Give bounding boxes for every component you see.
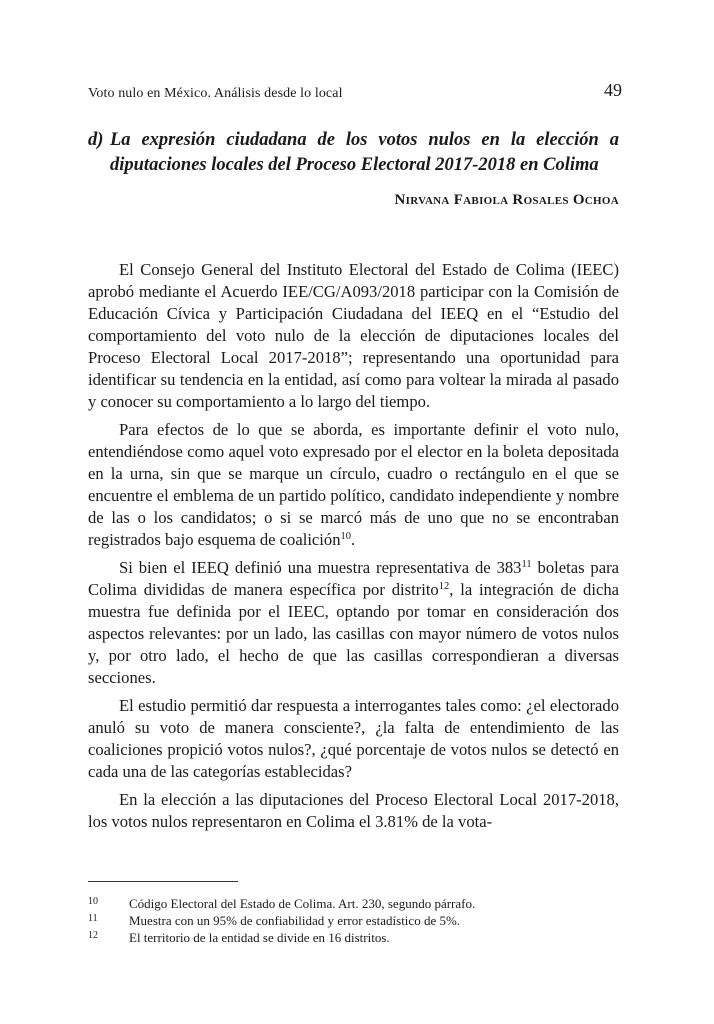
footnote-text: El territorio de la entidad se divide en 16 distritos. (129, 930, 390, 945)
paragraph-3-part-a: Si bien el IEEQ definió una muestra representativa de 383 (119, 558, 522, 577)
paragraph-4: El estudio permitió dar respuesta a interrogantes tales como: ¿el electorado anuló su voto de manera consciente?, ¿la falta de entendimiento de las coaliciones propició votos nulos?, ¿qué porcentaje de votos nulos se detectó en cada una de las categorías establecidas? (88, 696, 619, 781)
paragraph-1: El Consejo General del Instituto Electoral del Estado de Colima (IEEC) aprobó mediante el Acuerdo IEE/CG/A093/2018 participar con la Comisión de Educación Cívica y Participación Ciudadana del IEEQ en el “Estudio del comportamiento del voto nulo de la elección de diputaciones locales del Proceso Electoral Local 2017-2018”; representando una oportunidad para identificar su tendencia en la entidad, así como para voltear la mirada al pasado y conocer su comportamiento a lo largo del tiempo. (88, 260, 619, 411)
paragraph-3-part-b: boletas para Colima divididas de manera específica por distrito (88, 558, 619, 599)
paragraph-5: En la elección a las diputaciones del Proceso Electoral Local 2017-2018, los votos nulos representaron en Colima el 3.81% de la vota- (88, 790, 619, 831)
section-heading-block (88, 128, 619, 209)
footnote-number: 12 (88, 930, 98, 941)
paragraph-2-text: Para efectos de lo que se aborda, es importante definir el voto nulo, entendiéndose como aquel voto expresado por el elector en la boleta depositada en la urna, sin que se marque un círculo, cuadro o rectángulo en el que se encuentre el emblema de un partido político, candidato independiente y nombre de las o los candidatos; o si se marcó más de uno que no se encontraban registrados bajo esquema de coalición (88, 420, 619, 549)
footnote-ref-12: 12 (438, 581, 450, 592)
paragraph-3 (88, 557, 619, 689)
footnote-11 (88, 912, 619, 929)
section-letter: d) (88, 130, 104, 150)
paragraph-3-part-c: , la integración de dicha muestra fue definida por el IEEC, optando por tomar en consideración dos aspectos relevantes: por un lado, las casillas con mayor número de votos nulos y, por otro lado, el hecho de que las casillas correspondieran a diversas secciones. (88, 580, 619, 687)
footnote-number: 10 (88, 896, 98, 907)
page-number: 49 (604, 80, 622, 100)
footnote-10 (88, 895, 619, 912)
paragraph-2-end: . (351, 530, 356, 549)
author-name: Nirvana Fabiola Rosales Ochoa (394, 192, 619, 208)
footnote-text: Código Electoral del Estado de Colima. Art. 230, segundo párrafo. (129, 896, 476, 911)
footnote-number: 11 (88, 913, 98, 924)
footnote-ref-10: 10 (340, 531, 352, 542)
paragraph-2 (88, 419, 619, 551)
body-text (88, 259, 619, 833)
footnote-divider (88, 881, 238, 882)
footnotes (88, 895, 619, 946)
section-title-text: La expresión ciudadana de los votos nulos en la elección a diputaciones locales del Proceso Electoral 2017-2018 en Colima (110, 130, 619, 175)
running-head: Voto nulo en México. Análisis desde lo local (88, 86, 343, 101)
footnote-ref-11: 11 (521, 559, 532, 570)
section-title (88, 128, 619, 178)
footnote-12 (88, 929, 619, 946)
footnote-text: Muestra con un 95% de confiabilidad y error estadístico de 5%. (129, 913, 461, 928)
